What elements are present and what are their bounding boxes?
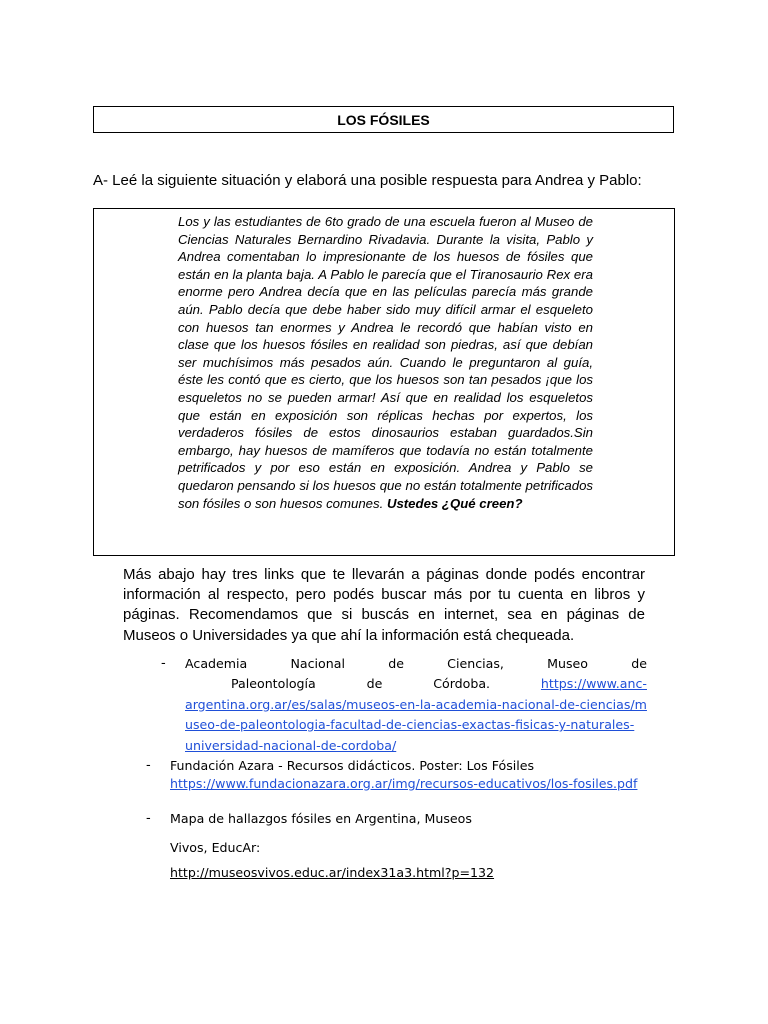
page-title	[93, 106, 674, 133]
list-bullet: -	[161, 656, 166, 671]
museosvivos-link[interactable]: http://museosvivos.educ.ar/index31a3.html?p=132	[170, 865, 495, 880]
museosvivos-label-line1: Mapa de hallazgos fósiles en Argentina, Museos	[170, 811, 472, 826]
anc-label-line2: Paleontología de Córdoba. https://www.anc-	[231, 676, 647, 692]
anc-link-end[interactable]: universidad-nacional-de-cordoba/	[185, 737, 397, 753]
intro-paragraph: Más abajo hay tres links que te llevarán a páginas donde podés encontrar información al respecto, pero podés buscar más por tu cuenta en libros y páginas. Recomendamos que si buscás en internet, sea en páginas de Museos o Universidades ya que ahí la información está chequeada.	[123, 566, 645, 644]
anc-link[interactable]: argentina.org.ar/es/salas/museos-en-la-academia-nacional-de-ciencias/museo-de-paleontologia-facultad-de-ciencias-exactas-fisicas-y-naturales-	[185, 696, 647, 733]
list-bullet: -	[146, 811, 151, 826]
azara-label: Fundación Azara - Recursos didácticos. Poster: Los Fósiles	[170, 758, 535, 773]
list-item-anc	[185, 654, 647, 756]
story-body: Los y las estudiantes de 6to grado de una escuela fueron al Museo de Ciencias Naturales Bernardino Rivadavia. Durante la visita, Pablo y Andrea comentaban lo impresionante de los huesos de fósiles que están en la planta baja. A Pablo le parecía que el Tiranosaurio Rex era enorme pero Andrea decía que en las películas parecía más grande aún. Pablo decía que debe haber sido muy difícil armar el esqueleto con huesos tan enormes y Andrea le recordó que habían visto en clase que los huesos fósiles en realidad son piedras, así que debían ser muchísimos más pesados aún. Cuando le preguntaron al guía, éste les contó que es cierto, que los huesos son tan pesados ¡que los esqueletos no se pueden armar! Así que en realidad los esqueletos que están en exposición son réplicas hechas por expertos, los verdaderos fósiles de estos dinosaurios estaban guardados.Sin embargo, hay huesos de mamíferos que todavía no están totalmente petrificados y por eso están en exposición. Andrea y Pablo se quedaron pensando si los huesos que no están totalmente petrificados son fósiles o son huesos comunes.	[178, 214, 593, 511]
instruction-text: A- Leé la siguiente situación y elaborá una posible respuesta para Andrea y Pablo:	[93, 172, 642, 189]
anc-link-start[interactable]: https://www.anc-	[540, 676, 647, 692]
story-question: Ustedes ¿Qué creen?	[386, 495, 523, 511]
anc-label-line1: Academia Nacional de Ciencias, Museo de	[185, 656, 647, 671]
list-item-museosvivos	[170, 810, 640, 885]
title-text: LOS FÓSILES	[337, 111, 430, 128]
story-text	[178, 213, 593, 512]
list-bullet: -	[146, 758, 151, 773]
list-item-azara	[170, 757, 640, 792]
story-box	[93, 208, 675, 556]
museosvivos-label-line2: Vivos, EducAr:	[170, 840, 261, 855]
azara-link[interactable]: https://www.fundacionazara.org.ar/img/recursos-educativos/los-fosiles.pdf	[170, 775, 638, 791]
